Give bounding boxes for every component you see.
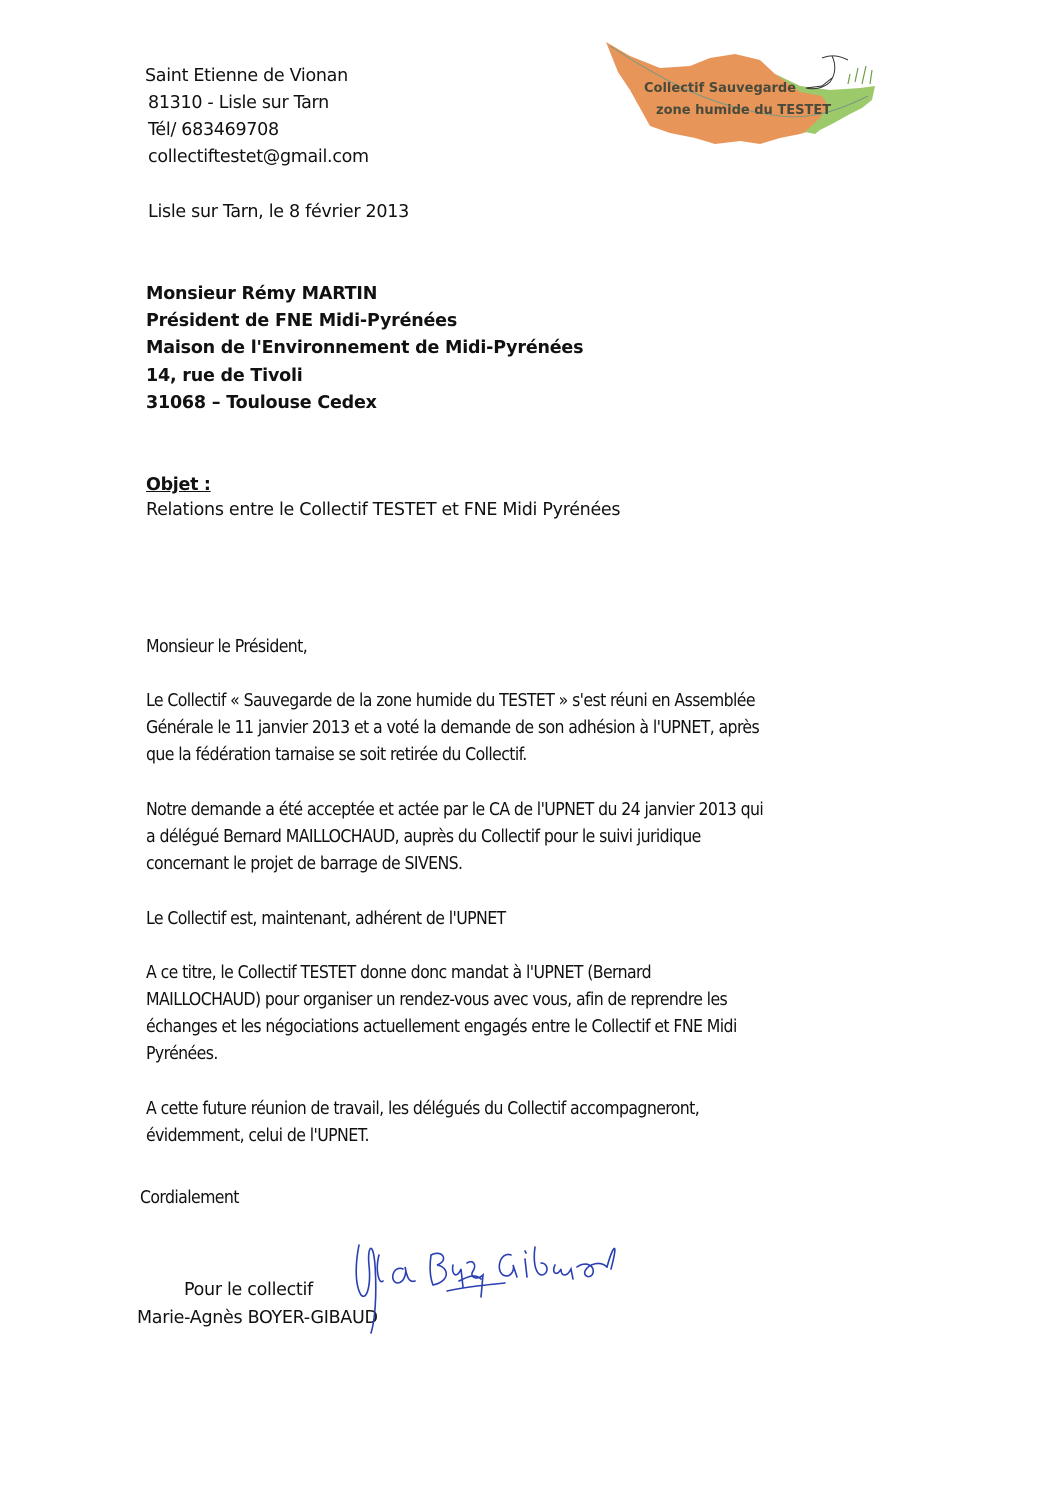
paragraph-5-line-1: A cette future réunion de travail, les délégués du Collectif accompagneront, <box>146 1099 700 1119</box>
paragraph-4-line-2: MAILLOCHAUD) pour organiser un rendez-vous avec vous, afin de reprendre les <box>146 990 728 1010</box>
salutation: Monsieur le Président, <box>146 637 308 657</box>
handwritten-signature <box>345 1225 715 1335</box>
grass-icon <box>848 66 872 84</box>
paragraph-2-line-1: Notre demande a été acceptée et actée par le CA de l'UPNET du 24 janvier 2013 qui <box>146 800 764 820</box>
logo-text-line-2: zone humide du TESTET <box>656 103 832 118</box>
paragraph-3-line-1: Le Collectif est, maintenant, adhérent de l'UPNET <box>146 909 506 929</box>
recipient-city: 31068 – Toulouse Cedex <box>146 393 377 413</box>
collectif-logo <box>600 38 900 148</box>
recipient-org: Maison de l'Environnement de Midi-Pyrénées <box>146 338 584 358</box>
paragraph-1-line-2: Générale le 11 janvier 2013 et a voté la demande de son adhésion à l'UPNET, après <box>146 718 760 738</box>
recipient-title: Président de FNE Midi-Pyrénées <box>146 311 458 331</box>
recipient-name: Monsieur Rémy MARTIN <box>146 284 378 304</box>
subject-text: Relations entre le Collectif TESTET et FNE Midi Pyrénées <box>146 500 621 520</box>
paragraph-4-line-3: échanges et les négociations actuellement engagés entre le Collectif et FNE Midi <box>146 1017 737 1037</box>
recipient-street: 14, rue de Tivoli <box>146 366 303 386</box>
paragraph-4-line-4: Pyrénées. <box>146 1044 218 1064</box>
closing: Cordialement <box>140 1188 239 1208</box>
paragraph-2-line-2: a délégué Bernard MAILLOCHAUD, auprès du Collectif pour le suivi juridique <box>146 827 701 847</box>
paragraph-4-line-1: A ce titre, le Collectif TESTET donne donc mandat à l'UPNET (Bernard <box>146 963 651 983</box>
sender-email: collectiftestet@gmail.com <box>148 147 369 167</box>
sender-line-2: 81310 - Lisle sur Tarn <box>148 93 329 113</box>
signatory-name: Marie-Agnès BOYER-GIBAUD <box>137 1308 378 1328</box>
paragraph-1-line-3: que la fédération tarnaise se soit retirée du Collectif. <box>146 745 527 765</box>
paragraph-1-line-1: Le Collectif « Sauvegarde de la zone humide du TESTET » s'est réuni en Assemblée <box>146 691 755 711</box>
sender-phone: Tél/ 683469708 <box>148 120 279 140</box>
signature-for-label: Pour le collectif <box>184 1280 313 1300</box>
sender-line-1: Saint Etienne de Vionan <box>145 66 348 86</box>
logo-text-line-1: Collectif Sauvegarde <box>644 81 797 96</box>
paragraph-2-line-3: concernant le projet de barrage de SIVENS. <box>146 854 463 874</box>
paragraph-5-line-2: évidemment, celui de l'UPNET. <box>146 1126 369 1146</box>
subject-label: Objet : <box>146 475 211 495</box>
heron-icon <box>806 56 848 89</box>
date-line: Lisle sur Tarn, le 8 février 2013 <box>148 202 409 222</box>
